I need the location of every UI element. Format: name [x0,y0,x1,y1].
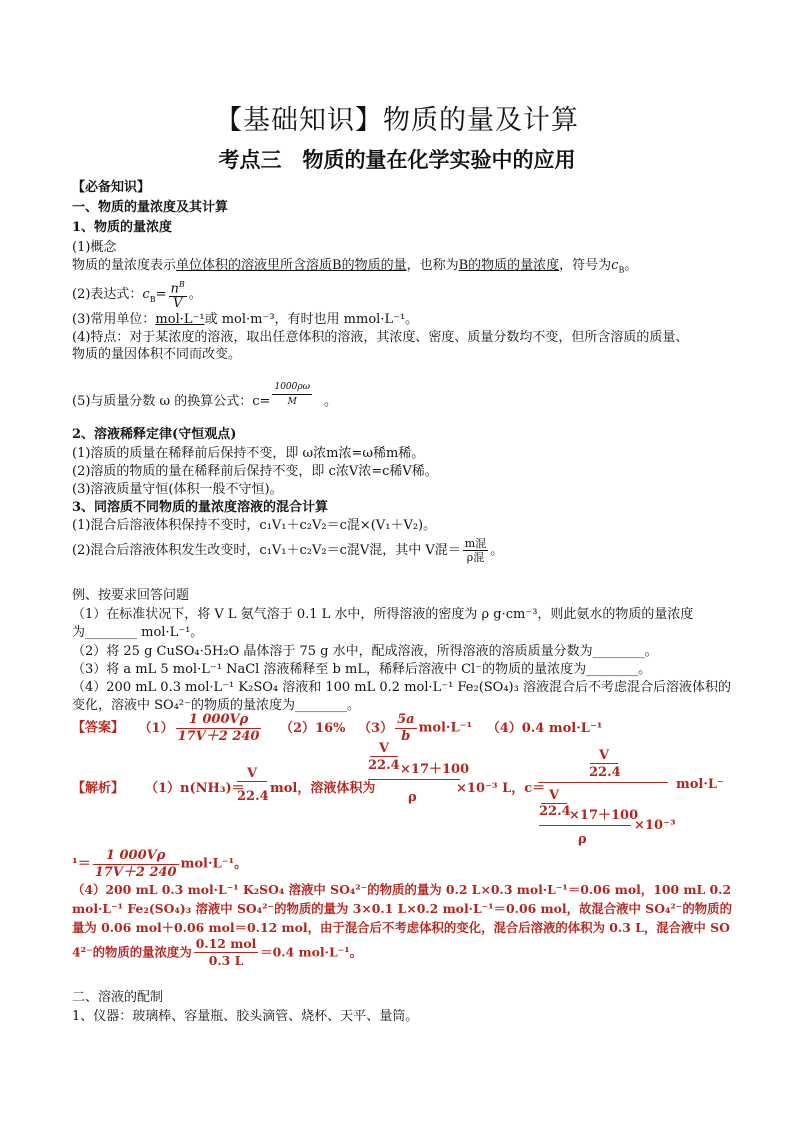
c-den-plus: ×17＋100 [569,808,639,823]
unit-main: mol·L⁻¹ [155,312,205,327]
c-den-bar [539,825,631,826]
analysis-p1c: ×10⁻³ L，c＝ [456,781,546,796]
convert-line [72,380,337,409]
expr-den: V [172,296,183,312]
volume-fraction-bar [368,779,460,780]
volume-v: V [370,741,398,757]
analysis-4-line-2: mol·L⁻¹ Fe₂(SO₄)₃ 溶液中 SO₄²⁻的物质的量为 3×0.1 L×0.2 mol·L⁻¹＝0.06 mol，故混合液中 SO₄²⁻的物质的 [72,901,732,916]
convert-end: 。 [324,394,338,409]
section-label: 【必备知识】 [72,180,151,195]
unit-label: (3)常用单位： [72,312,156,327]
convert-fraction [272,380,312,409]
line4-den: 0.3 L [208,953,244,968]
answer-line [72,712,602,745]
page-subtitle: 考点三 物质的量在化学实验中的应用 [218,148,576,172]
c-den-exp: ×10⁻³ [634,818,676,833]
line4-num: 0.12 mol [195,936,257,951]
c-unit: mol·L⁻ [676,777,724,792]
expr-num-sup: B [178,280,185,289]
mix-fraction [463,537,488,564]
question-2: （2）将 25 g CuSO₄·5H₂O 晶体溶于 75 g 水中，配成溶液，所得溶液的溶质质量分数为________。 [72,644,658,659]
analysis-line-2 [72,848,247,881]
concept-end: 。 [624,258,638,273]
mix-den: ρ混 [466,551,485,564]
convert-num: 1000ρω [272,380,312,395]
expr-num-n: n [170,281,179,297]
dilute-line-1: (1)溶质的质量在稀释前后保持不变，即 ω浓m浓=ω稀m稀。 [72,446,425,461]
part1-heading: 一、物质的量浓度及其计算 [72,200,229,215]
page-title: 【基础知识】物质的量及计算 [215,105,579,136]
expression-line [72,278,202,311]
mix-num: m混 [464,537,487,550]
answer-1-num: 1 000Vρ [176,712,262,729]
analysis-n-num: V [237,766,267,782]
answer-2: （2）16% [280,720,346,736]
concept-a: 物质的量浓度表示 [72,258,177,273]
concept-label: (1)概念 [72,240,117,255]
dilute-line-3: (3)溶液质量守恒(体积一般不守恒)。 [72,482,283,497]
sub2-heading: 2、溶液稀释定律(守恒观点) [72,427,237,442]
volume-224: 22.4 [368,758,400,773]
expr-lhs-sub: B [149,294,156,304]
answer-1-fraction [176,712,262,745]
mix-line-2 [72,537,503,564]
line4-result: ＝0.4 mol·L⁻¹。 [260,944,363,960]
mix-line-1: (1)混合后溶液体积保持不变时，c₁V₁＋c₂V₂＝c混×(V₁＋V₂)。 [72,518,437,533]
c-den-224: 22.4 [539,804,571,819]
answer-3-label: （3） [358,720,394,736]
concept-symbol: c [611,258,619,273]
expr-num [169,278,187,297]
analysis-p1: （1）n(NH₃)＝ [145,781,245,796]
c-num-224: 22.4 [589,765,621,780]
expr-end: 。 [188,287,202,303]
mix-2-text: (2)混合后溶液体积发生改变时，c₁V₁＋c₂V₂＝c混V混，其中 V混＝ [72,543,461,558]
expr-lhs: c [142,287,150,303]
expr-fraction [169,278,187,311]
instruments-line: 1、仪器：玻璃棒、容量瓶、胶头滴管、烧杯、天平、量筒。 [72,1009,419,1024]
answer-3-unit: mol·L⁻¹ [418,720,473,736]
question-1b: 为________ mol·L⁻¹。 [72,625,204,640]
expr-eq: = [155,287,167,303]
volume-plus: ×17＋100 [400,762,470,777]
answer-label: 【答案】 [72,720,125,736]
line2-num: 1 000Vρ [93,848,179,865]
volume-rho: ρ [408,790,417,805]
answer-3-fraction [395,712,416,745]
question-1a: （1）在标准状况下，将 V L 氨气溶于 0.1 L 水中，所得溶液的密度为 ρ g·cm⁻³，则此氨水的物质的量浓度 [72,607,694,622]
expr-label: (2)表达式： [72,287,143,303]
feature-line-1: (4)特点：对于某浓度的溶液，取出任意体积的溶液，其浓度、密度、质量分数均不变，但所含溶质的质量、 [72,330,689,345]
analysis-4-line-3: 量为 0.06 mol＋0.06 mol＝0.12 mol，由于混合后不考虑体积的变化，混合后溶液的体积为 0.3 L，混合液中 SO [72,920,730,935]
feature-line-2: 物质的量因体积不同而改变。 [72,347,242,362]
answer-3-den: b [401,729,411,744]
c-num-v: V [590,748,618,764]
question-3: （3）将 a mL 5 mol·L⁻¹ NaCl 溶液稀释至 b mL，稀释后溶液中 Cl⁻的物质的量浓度为________。 [72,662,652,677]
concept-symbol-sub: B [618,265,625,275]
sub3-heading: 3、同溶质不同物质的量浓度溶液的混合计算 [72,500,329,515]
question-4a: （4）200 mL 0.3 mol·L⁻¹ K₂SO₄ 溶液和 100 mL 0.2 mol·L⁻¹ Fe₂(SO₄)₃ 溶液混合后不考虑混合后溶液体积的 [72,680,731,695]
sub1-heading: 1、物质的量浓度 [72,220,173,235]
analysis-4-line-1: （4）200 mL 0.3 mol·L⁻¹ K₂SO₄ 溶液中 SO₄²⁻的物质的量为 0.2 L×0.3 mol·L⁻¹＝0.06 mol，100 mL 0.2 [72,882,732,897]
line2-fraction [93,848,179,881]
analysis-4-line-4 [72,936,362,969]
concept-b: ，也称为 [406,258,459,273]
question-4b: 变化，溶液中 SO₄²⁻的物质的量浓度为________。 [72,698,360,713]
part2-heading: 二、溶液的配制 [72,990,164,1005]
convert-label: (5)与质量分数 ω 的换算公式：c= [72,394,271,409]
mix-2-end: 。 [490,543,504,558]
convert-den: M [287,397,297,407]
c-den-v: V [541,788,567,804]
example-heading: 例、按要求回答问题 [72,588,190,603]
answer-3-num: 5a [397,712,415,727]
line2-den: 17V＋2 240 [94,865,177,880]
c-main-bar [538,782,668,783]
concept-underline-1: 单位体积的溶液里所含溶质B的物质的量 [176,258,407,273]
answer-1-den: 17V＋2 240 [177,729,260,744]
line4-fraction [194,936,259,969]
answer-1-label: （1） [138,720,174,736]
answer-4: （4）0.4 mol·L⁻¹ [486,720,603,736]
concept-text [72,258,637,279]
analysis-label: 【解析】 [72,781,125,796]
dilute-line-2: (2)溶质的物质的量在稀释前后保持不变，即 c浓V浓=c稀V稀。 [72,464,438,479]
unit-rest: 或 mol·m⁻³，有时也用 mmol·L⁻¹。 [204,312,419,327]
unit-line [72,312,418,328]
c-den-rho: ρ [578,832,587,847]
line2-unit: mol·L⁻¹。 [180,856,248,872]
line4-text: 4²⁻的物质的量浓度为 [72,944,192,960]
analysis-p1b: mol，溶液体积为 [270,781,376,796]
concept-underline-2: B的物质的量浓度 [458,258,560,273]
line2-prefix: ¹＝ [72,856,91,872]
analysis-n-den: 22.4 [237,789,269,804]
concept-c: ，符号为 [559,258,612,273]
